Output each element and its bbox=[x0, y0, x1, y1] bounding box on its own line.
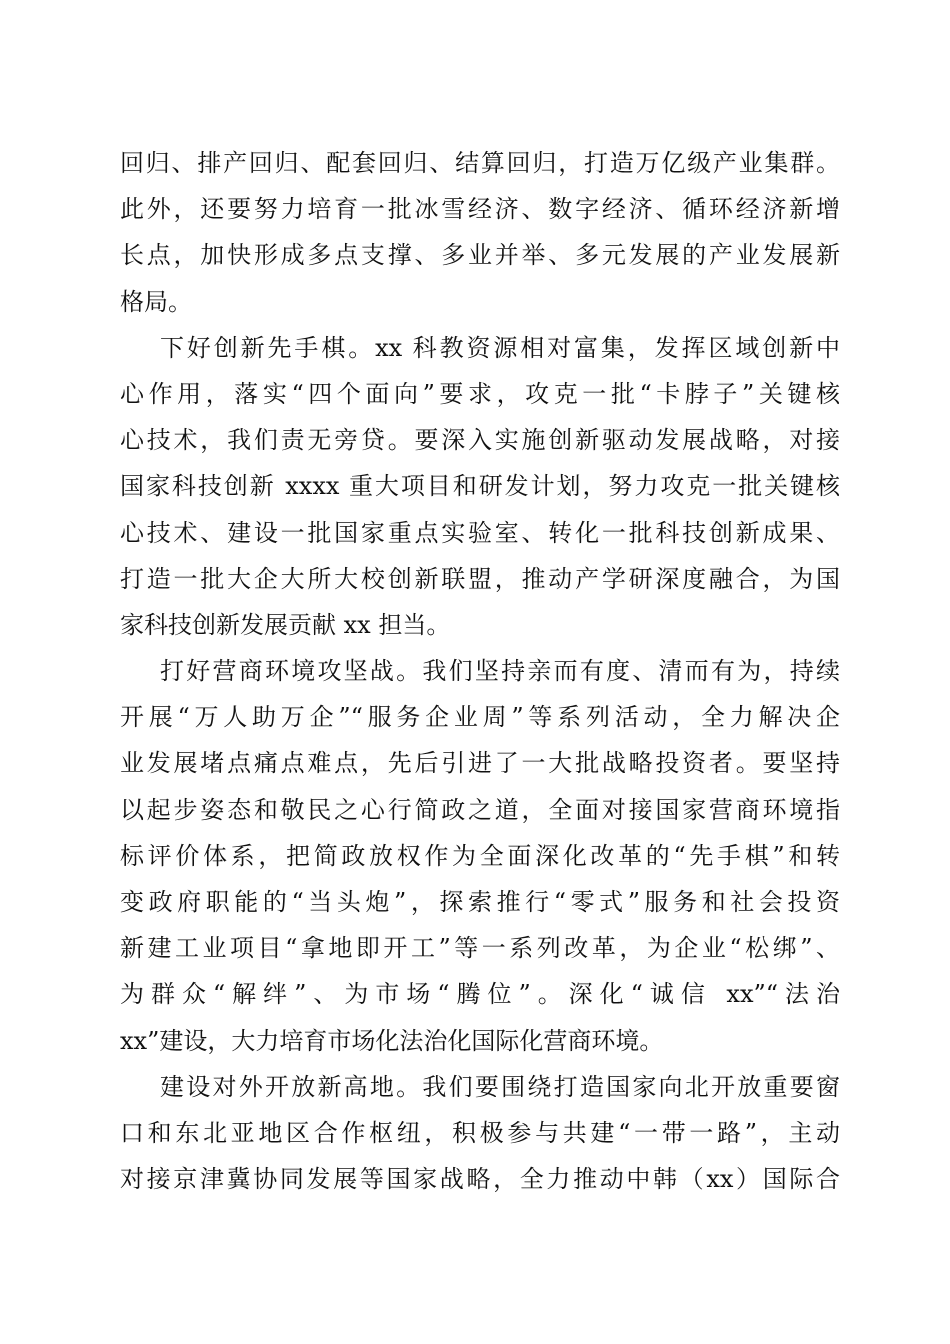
text-line: 变政府职能的“当头炮”，探索推行“零式”服务和社会投资 bbox=[120, 888, 840, 916]
paragraph bbox=[120, 140, 840, 325]
text-line: 为群众“解绊”、为市场“腾位”。深化“诚信 xx”“法治 bbox=[120, 980, 840, 1009]
text-line: 长点，加快形成多点支撑、多业并举、多元发展的产业发展新 bbox=[120, 241, 840, 270]
text-line: 新建工业项目“拿地即开工”等一系列改革，为企业“松绑”、 bbox=[120, 934, 840, 963]
text-line: 回归、排产回归、配套回归、结算回归，打造万亿级产业集群。 bbox=[120, 149, 840, 177]
text-line: 心技术，我们责无旁贷。要深入实施创新驱动发展战略，对接 bbox=[120, 426, 840, 455]
text-line: 开展“万人助万企”“服务企业周”等系列活动，全力解决企 bbox=[120, 703, 840, 732]
text-line: 打好营商环境攻坚战。我们坚持亲而有度、清而有为，持续 bbox=[160, 657, 840, 686]
paragraph bbox=[120, 325, 840, 648]
text-line: 建设对外开放新高地。我们要围绕打造国家向北开放重要窗 bbox=[160, 1072, 840, 1101]
text-line: 业发展堵点痛点难点，先后引进了一大批战略投资者。要坚持 bbox=[120, 749, 840, 778]
paragraph bbox=[120, 1064, 840, 1203]
text-line: 对接京津冀协同发展等国家战略，全力推动中韩（xx）国际合 bbox=[120, 1165, 840, 1194]
text-line: 以起步姿态和敬民之心行简政之道，全面对接国家营商环境指 bbox=[120, 795, 840, 824]
text-line: 下好创新先手棋。xx 科教资源相对富集，发挥区域创新中 bbox=[160, 333, 840, 362]
text-line: 心技术、建设一批国家重点实验室、转化一批科技创新成果、 bbox=[120, 518, 840, 547]
text-line: 口和东北亚地区合作枢纽，积极参与共建“一带一路”，主动 bbox=[120, 1118, 840, 1147]
paragraph bbox=[120, 648, 840, 1064]
text-line: 国家科技创新 xxxx 重大项目和研发计划，努力攻克一批关键核 bbox=[120, 472, 840, 501]
document-body bbox=[120, 140, 840, 1202]
text-line: 格局。 bbox=[120, 287, 192, 316]
text-line: 打造一批大企大所大校创新联盟，推动产学研深度融合，为国 bbox=[120, 564, 840, 593]
text-line: 此外，还要努力培育一批冰雪经济、数字经济、循环经济新增 bbox=[120, 195, 840, 224]
text-line: 标评价体系，把简政放权作为全面深化改革的“先手棋”和转 bbox=[120, 841, 840, 870]
text-line: xx”建设，大力培育市场化法治化国际化营商环境。 bbox=[120, 1026, 664, 1055]
text-line: 心作用，落实“四个面向”要求，攻克一批“卡脖子”关键核 bbox=[120, 379, 840, 408]
text-line: 家科技创新发展贡献 xx 担当。 bbox=[120, 610, 451, 639]
